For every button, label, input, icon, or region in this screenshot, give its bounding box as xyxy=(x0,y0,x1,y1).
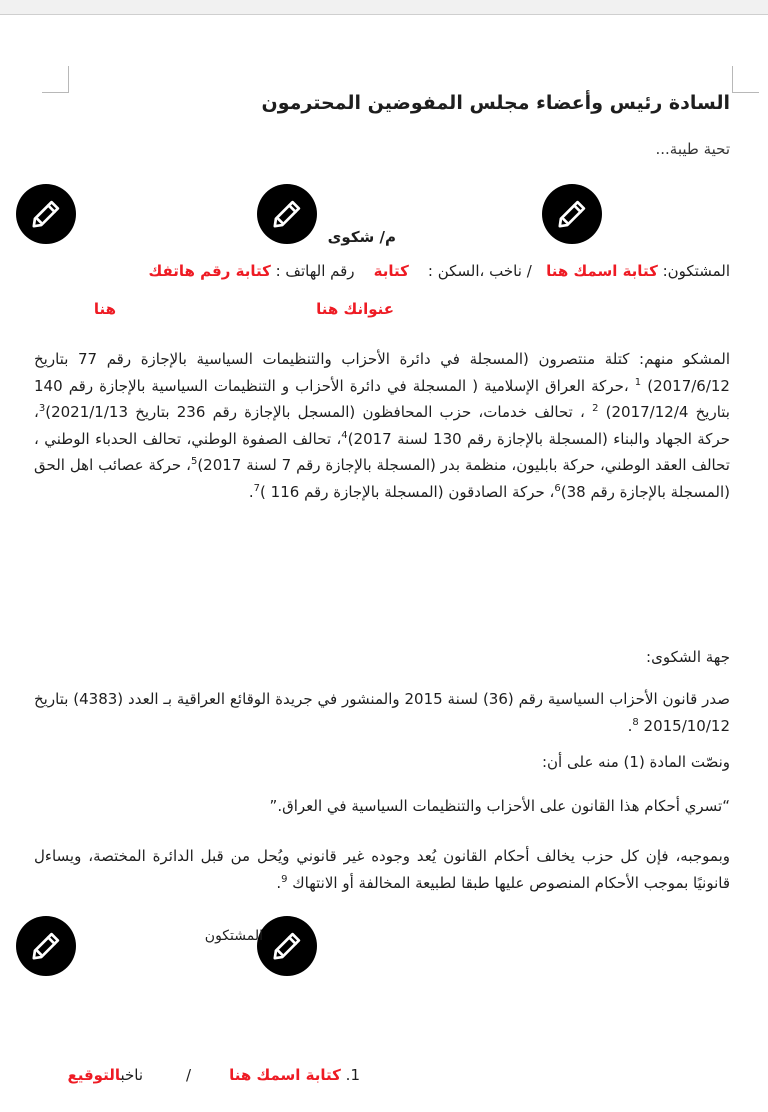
greeting: تحية طيبة... xyxy=(655,140,730,158)
addressee-heading: السادة رئيس وأعضاء مجلس المفوضين المحترمون xyxy=(261,92,730,114)
complaint-section-heading: جهة الشكوى: xyxy=(646,648,730,666)
law-paragraph xyxy=(34,686,730,740)
respondents-text: ، حركة الجهاد والبناء (المسجلة بالإجازة رقم 130 لسنة 2017) xyxy=(34,403,730,448)
respondents-text: ،حركة العراق الإسلامية ( المسجلة في دائرة الأحزاب و التنظيمات السياسية بالإجازة رقم 140 بتاريخ 2017/12/4) xyxy=(34,376,730,421)
phone-label: رقم الهاتف : xyxy=(275,262,355,280)
signatures-label: المشتكون xyxy=(204,928,263,944)
signer-role: ناخب xyxy=(120,1066,144,1084)
separator: / xyxy=(526,262,532,280)
footnote-ref[interactable]: 2 xyxy=(592,403,599,414)
crop-mark-right xyxy=(732,66,759,93)
footnote-ref[interactable]: 6 xyxy=(554,482,561,494)
respondents-text: ، تحالف الصفوة الوطني، تحالف الحدباء الوطني ، تحالف العقد الوطني، حركة بابليون، منظمة بدر (المسجلة بالإجازة رقم 7 لسنة 2017) xyxy=(34,429,730,474)
signature-line xyxy=(67,1066,360,1084)
respondents-text: ، حركة عصائب اهل الحق (المسجلة بالإجازة رقم 38) xyxy=(34,456,730,501)
complainants-line xyxy=(149,262,730,280)
footnote-ref[interactable]: 1 xyxy=(634,376,642,388)
voter-residence-label: ناخب ،السكن : xyxy=(427,262,522,280)
separator: / xyxy=(185,1066,191,1084)
footnote-ref[interactable]: 9 xyxy=(281,874,288,885)
phone-placeholder[interactable]: كتابة رقم هاتفك xyxy=(148,262,271,280)
viewer-top-bar xyxy=(0,0,768,15)
pen-edit-icon[interactable] xyxy=(16,916,76,976)
subject-line: م/ شكوى xyxy=(327,228,396,246)
pen-edit-icon[interactable] xyxy=(542,184,602,244)
footnote-ref[interactable]: 4 xyxy=(341,429,348,441)
pen-edit-icon[interactable] xyxy=(16,184,76,244)
address-placeholder-continued[interactable]: عنوانك هنا xyxy=(316,300,394,318)
respondents-text: . xyxy=(248,482,254,501)
consequence-text: . xyxy=(276,874,282,892)
footnote-ref[interactable]: 3 xyxy=(38,403,46,414)
article-quote: “تسري أحكام هذا القانون على الأحزاب والتنظيمات السياسية في العراق.” xyxy=(269,797,730,815)
article-intro: ونصّت المادة (1) منه على أن: xyxy=(541,753,730,771)
signature-placeholder[interactable]: التوقيع xyxy=(67,1066,121,1084)
signer-name-placeholder[interactable]: كتابة اسمك هنا xyxy=(229,1066,341,1084)
footnote-ref[interactable]: 5 xyxy=(190,456,198,467)
name-placeholder[interactable]: كتابة اسمك هنا xyxy=(546,262,658,280)
law-text: . xyxy=(627,717,633,735)
respondents-text: ، تحالف خدمات، حزب المحافظون (المسجل بالإجازة رقم 236 بتاريخ 2021/1/13) xyxy=(45,403,593,421)
footnote-ref[interactable]: 7 xyxy=(253,482,261,494)
complainants-label: المشتكون: xyxy=(662,262,730,280)
address-placeholder[interactable]: كتابة xyxy=(373,262,409,280)
crop-mark-left xyxy=(42,66,69,93)
respondents-text: ، حركة الصادقون (المسجلة بالإجازة رقم 116 ) xyxy=(260,482,555,501)
consequence-paragraph xyxy=(34,843,730,897)
footnote-ref[interactable]: 8 xyxy=(632,717,639,728)
consequence-text: وبموجبه، فإن كل حزب يخالف أحكام القانون يُعد وجوده غير قانوني ويُحل من قبل الدائرة المختصة، ويساءل قانونيًا بموجب الأحكام المنصوص عليها طبقا لطبيعة المخالفة أو الانتهاك xyxy=(34,847,730,892)
respondents-paragraph xyxy=(34,346,730,505)
law-text: صدر قانون الأحزاب السياسية رقم (36) لسنة 2015 والمنشور في جريدة الوقائع العراقية بـ العدد (4383) بتاريخ 2015/10/12 xyxy=(34,690,730,735)
phone-placeholder-continued[interactable]: هنا xyxy=(93,300,116,318)
respondents-text: المشكو منهم: كتلة منتصرون (المسجلة في دائرة الأحزاب والتنظيمات السياسية بالإجازة رقم 77 بتاريخ 2017/6/12) xyxy=(34,350,730,395)
pen-edit-icon[interactable] xyxy=(257,916,317,976)
pen-edit-icon[interactable] xyxy=(257,184,317,244)
list-number: 1. xyxy=(345,1066,360,1084)
